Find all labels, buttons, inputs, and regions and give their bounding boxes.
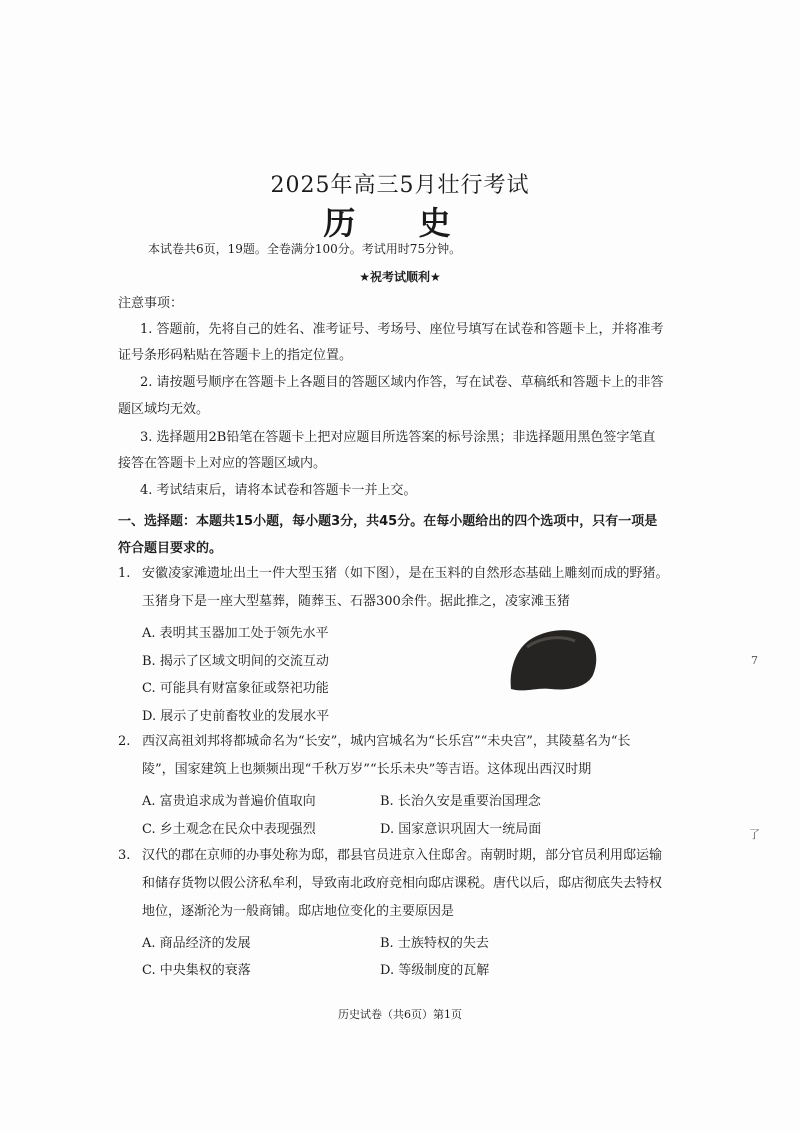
section-heading-cont: 符合题目要求的。 (118, 541, 223, 556)
question-number: 1. (118, 566, 131, 581)
notes-line: 3. 选择题用2B铅笔在答题卡上把对应题目所选答案的标号涂黑；非选择题用黑色签字笔直 (140, 430, 656, 445)
option-c: C. 乡土观念在民众中表现强烈 (142, 822, 316, 837)
option-a: A. 商品经济的发展 (142, 936, 251, 951)
notes-line: 接答在答题卡上对应的答题区域内。 (118, 456, 327, 471)
option-b: B. 士族特权的失去 (380, 936, 489, 951)
jade-pig-image (507, 627, 599, 695)
notes-heading: 注意事项： (118, 296, 184, 311)
question-stem: 地位，逐渐沦为一般商铺。邸店地位变化的主要原因是 (142, 904, 455, 919)
notes-line: 2. 请按题号顺序在答题卡上各题目的答题区域内作答，写在试卷、草稿纸和答题卡上的非答 (140, 375, 664, 390)
option-a: A. 富贵追求成为普遍价值取向 (142, 794, 316, 809)
subject-title: 历 史 (323, 204, 477, 242)
question-stem: 西汉高祖刘邦将都城命名为“长安”，城内宫城名为“长乐宫”“未央宫”，其陵墓名为“长 (142, 734, 631, 749)
question-stem: 和储存货物以假公济私牟利，导致南北政府竞相向邸店课税。唐代以后，邸店彻底失去特权 (142, 876, 663, 891)
option-d: D. 国家意识巩固大一统局面 (380, 822, 542, 837)
scan-edge-mark: 了 (749, 828, 760, 841)
notes-line: 证号条形码粘贴在答题卡上的指定位置。 (118, 348, 353, 363)
question-number: 2. (118, 734, 131, 749)
page-footer: 历史试卷（共6页）第1页 (338, 1008, 462, 1021)
scan-edge-mark: 7 (751, 654, 758, 667)
exam-title: 2025年高三5月壮行考试 (270, 173, 530, 198)
question-stem: 安徽凌家滩遗址出土一件大型玉猪（如下图），是在玉料的自然形态基础上雕刻而成的野猪。 (142, 566, 669, 581)
option-c: C. 中央集权的衰落 (142, 963, 251, 978)
notes-line: 1. 答题前，先将自己的姓名、准考证号、考场号、座位号填写在试卷和答题卡上，并将准考 (140, 322, 664, 337)
question-stem: 玉猪身下是一座大型墓葬，随葬玉、石器300余件。据此推之，凌家滩玉猪 (142, 594, 570, 609)
option-a: A. 表明其玉器加工处于领先水平 (142, 626, 329, 641)
option-d: D. 展示了史前畜牧业的发展水平 (142, 709, 330, 724)
good-luck-banner: ★祝考试顺利★ (359, 270, 441, 284)
question-number: 3. (118, 848, 131, 863)
notes-line: 题区域均无效。 (118, 402, 210, 417)
question-stem: 陵”，国家建筑上也频频出现“千秋万岁”“长乐未央”等吉语。这体现出西汉时期 (142, 762, 592, 777)
notes-line: 4. 考试结束后，请将本试卷和答题卡一并上交。 (140, 483, 417, 498)
exam-info: 本试卷共6页，19题。全卷满分100分。考试用时75分钟。 (148, 242, 462, 256)
question-stem: 汉代的郡在京师的办事处称为邸，郡县官员进京入住邸舍。南朝时期，部分官员利用邸运输 (142, 848, 663, 863)
option-d: D. 等级制度的瓦解 (380, 963, 490, 978)
option-b: B. 揭示了区域文明间的交流互动 (142, 654, 329, 669)
section-heading: 一、选择题：本题共15小题，每小题3分，共45分。在每小题给出的四个选项中，只有一项是 (118, 514, 658, 529)
option-c: C. 可能具有财富象征或祭祀功能 (142, 681, 329, 696)
option-b: B. 长治久安是重要治国理念 (380, 794, 541, 809)
